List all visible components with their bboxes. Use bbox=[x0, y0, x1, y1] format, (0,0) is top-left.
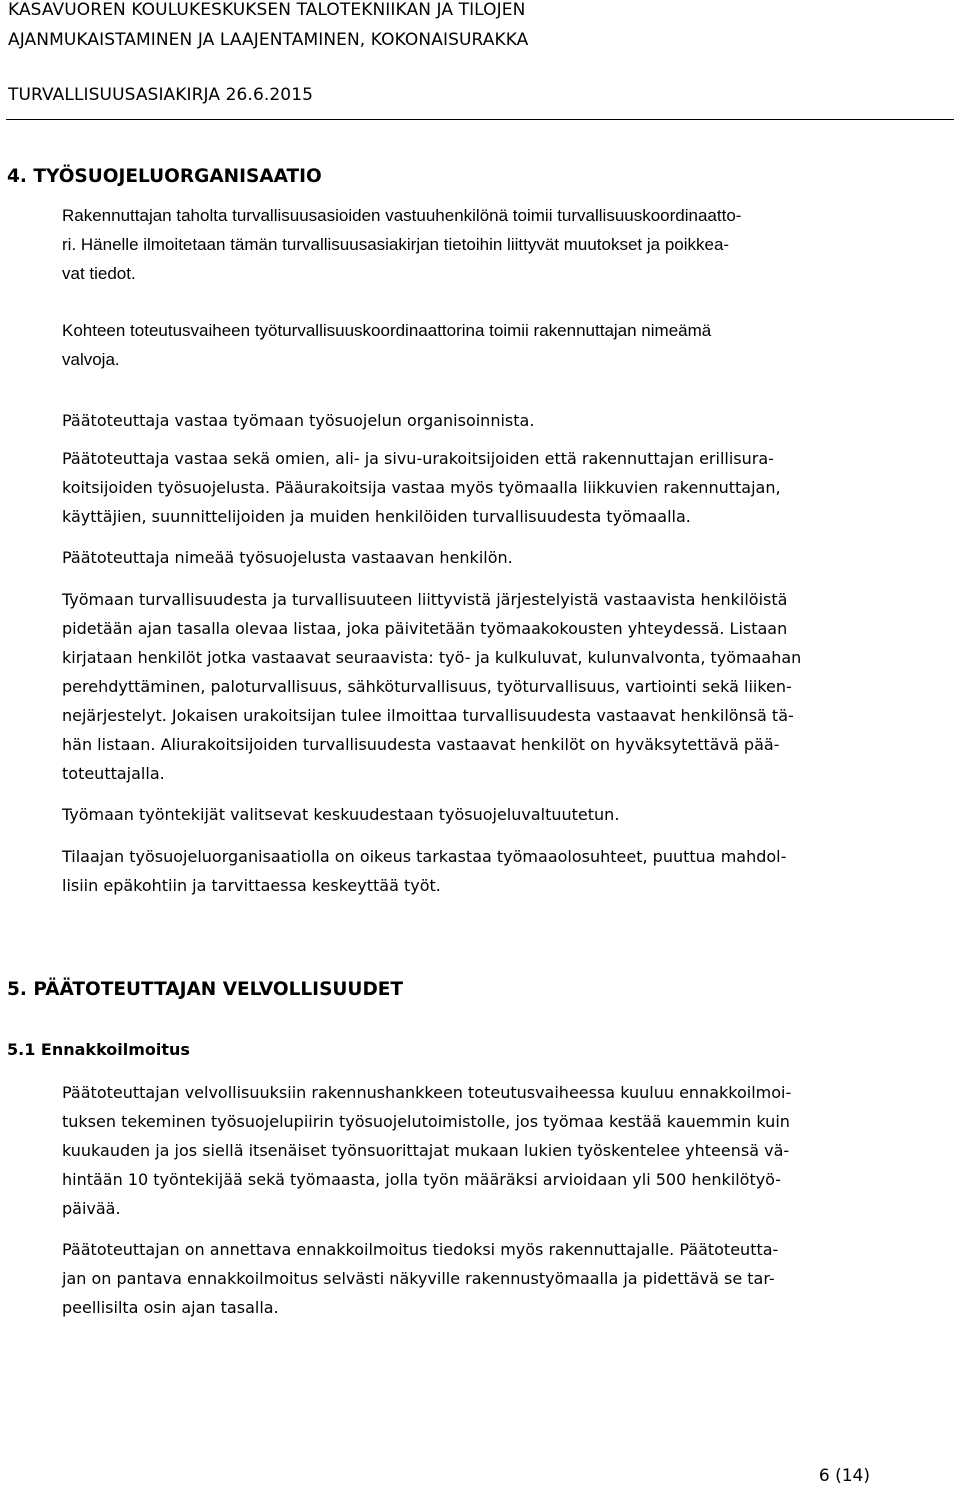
text-line: valvoja. bbox=[62, 350, 120, 369]
text-line: Työmaan turvallisuudesta ja turvallisuuteen liittyvistä järjestelyistä vastaavista henkilöistä bbox=[62, 590, 788, 609]
text-line: hintään 10 työntekijää sekä työmaasta, jolla työn määräksi arvioidaan yli 500 henkilötyö- bbox=[62, 1170, 782, 1189]
text-line: Tilaajan työsuojeluorganisaatiolla on oikeus tarkastaa työmaaolosuhteet, puuttua mahdol- bbox=[62, 847, 787, 866]
text-line: käyttäjien, suunnittelijoiden ja muiden henkilöiden turvallisuudesta työmaalla. bbox=[62, 507, 691, 526]
text-line: hän listaan. Aliurakoitsijoiden turvallisuudesta vastaavat henkilöt on hyväksytettävä pää- bbox=[62, 735, 780, 754]
header-document-title: TURVALLISUUSASIAKIRJA 26.6.2015 bbox=[8, 85, 314, 105]
text-line: Kohteen toteutusvaiheen työturvallisuuskoordinaattorina toimii rakennuttajan nimeämä bbox=[62, 321, 712, 340]
text-line: toteuttajalla. bbox=[62, 764, 165, 783]
text-line: peellisilta osin ajan tasalla. bbox=[62, 1298, 279, 1317]
section-4-paragraph-7 bbox=[62, 800, 880, 829]
section-5-title: 5. PÄÄTOTEUTTAJAN VELVOLLISUUDET bbox=[7, 979, 404, 1000]
section-4-paragraph-6 bbox=[62, 585, 880, 788]
text-line: tuksen tekeminen työsuojelupiirin työsuojelutoimistolle, jos työmaa kestää kauemmin kuin bbox=[62, 1112, 790, 1131]
section-4-paragraph-1 bbox=[62, 201, 880, 288]
text-line: Päätoteuttaja nimeää työsuojelusta vastaavan henkilön. bbox=[62, 548, 513, 567]
text-line: ri. Hänelle ilmoitetaan tämän turvallisuusasiakirjan tietoihin liittyvät muutokset ja poikkea- bbox=[62, 235, 730, 254]
section-5-paragraph-2 bbox=[62, 1235, 880, 1322]
text-line: jan on pantava ennakkoilmoitus selvästi näkyville rakennustyömaalla ja pidettävä se tar- bbox=[62, 1269, 775, 1288]
section-5-1-subtitle: 5.1 Ennakkoilmoitus bbox=[7, 1040, 190, 1059]
header-project-line-1: KASAVUOREN KOULUKESKUKSEN TALOTEKNIIKAN JA TILOJEN bbox=[8, 0, 526, 20]
text-line: Rakennuttajan taholta turvallisuusasioiden vastuuhenkilönä toimii turvallisuuskoordinaatto- bbox=[62, 206, 742, 225]
section-4-paragraph-4 bbox=[62, 444, 880, 531]
text-line: nejärjestelyt. Jokaisen urakoitsijan tulee ilmoittaa turvallisuudesta vastaavat henkilönsä tä- bbox=[62, 706, 794, 725]
page-number: 6 (14) bbox=[818, 1466, 870, 1486]
text-line: vat tiedot. bbox=[62, 264, 136, 283]
text-line: Päätoteuttaja vastaa sekä omien, ali- ja sivu-urakoitsijoiden että rakennuttajan erillisura- bbox=[62, 449, 774, 468]
text-line: koitsijoiden työsuojelusta. Pääurakoitsija vastaa myös työmaalla liikkuvien rakennuttajan, bbox=[62, 478, 781, 497]
section-4-title: 4. TYÖSUOJELUORGANISAATIO bbox=[7, 166, 322, 187]
section-4-paragraph-3 bbox=[62, 406, 880, 435]
text-line: Päätoteuttajan on annettava ennakkoilmoitus tiedoksi myös rakennuttajalle. Päätoteutta- bbox=[62, 1240, 779, 1259]
section-4-paragraph-2 bbox=[62, 316, 880, 374]
text-line: Työmaan työntekijät valitsevat keskuudestaan työsuojeluvaltuutetun. bbox=[62, 805, 620, 824]
text-line: lisiin epäkohtiin ja tarvittaessa keskeyttää työt. bbox=[62, 876, 441, 895]
header-divider bbox=[6, 119, 954, 120]
section-5-paragraph-1 bbox=[62, 1078, 880, 1223]
text-line: päivää. bbox=[62, 1199, 121, 1218]
text-line: Päätoteuttaja vastaa työmaan työsuojelun organisoinnista. bbox=[62, 411, 535, 430]
text-line: perehdyttäminen, paloturvallisuus, sähköturvallisuus, työturvallisuus, vartiointi sekä liiken- bbox=[62, 677, 792, 696]
text-line: Päätoteuttajan velvollisuuksiin rakennushankkeen toteutusvaiheessa kuuluu ennakkoilmoi- bbox=[62, 1083, 792, 1102]
text-line: kuukauden ja jos siellä itsenäiset työnsuorittajat mukaan lukien työskentelee yhteensä vä- bbox=[62, 1141, 790, 1160]
section-4-paragraph-5 bbox=[62, 543, 880, 572]
text-line: pidetään ajan tasalla olevaa listaa, joka päivitetään työmaakokousten yhteydessä. Listaan bbox=[62, 619, 788, 638]
text-line: kirjataan henkilöt jotka vastaavat seuraavista: työ- ja kulkuluvat, kulunvalvonta, työmaahan bbox=[62, 648, 802, 667]
header-project-line-2: AJANMUKAISTAMINEN JA LAAJENTAMINEN, KOKONAISURAKKA bbox=[8, 30, 529, 50]
section-4-paragraph-8 bbox=[62, 842, 880, 900]
